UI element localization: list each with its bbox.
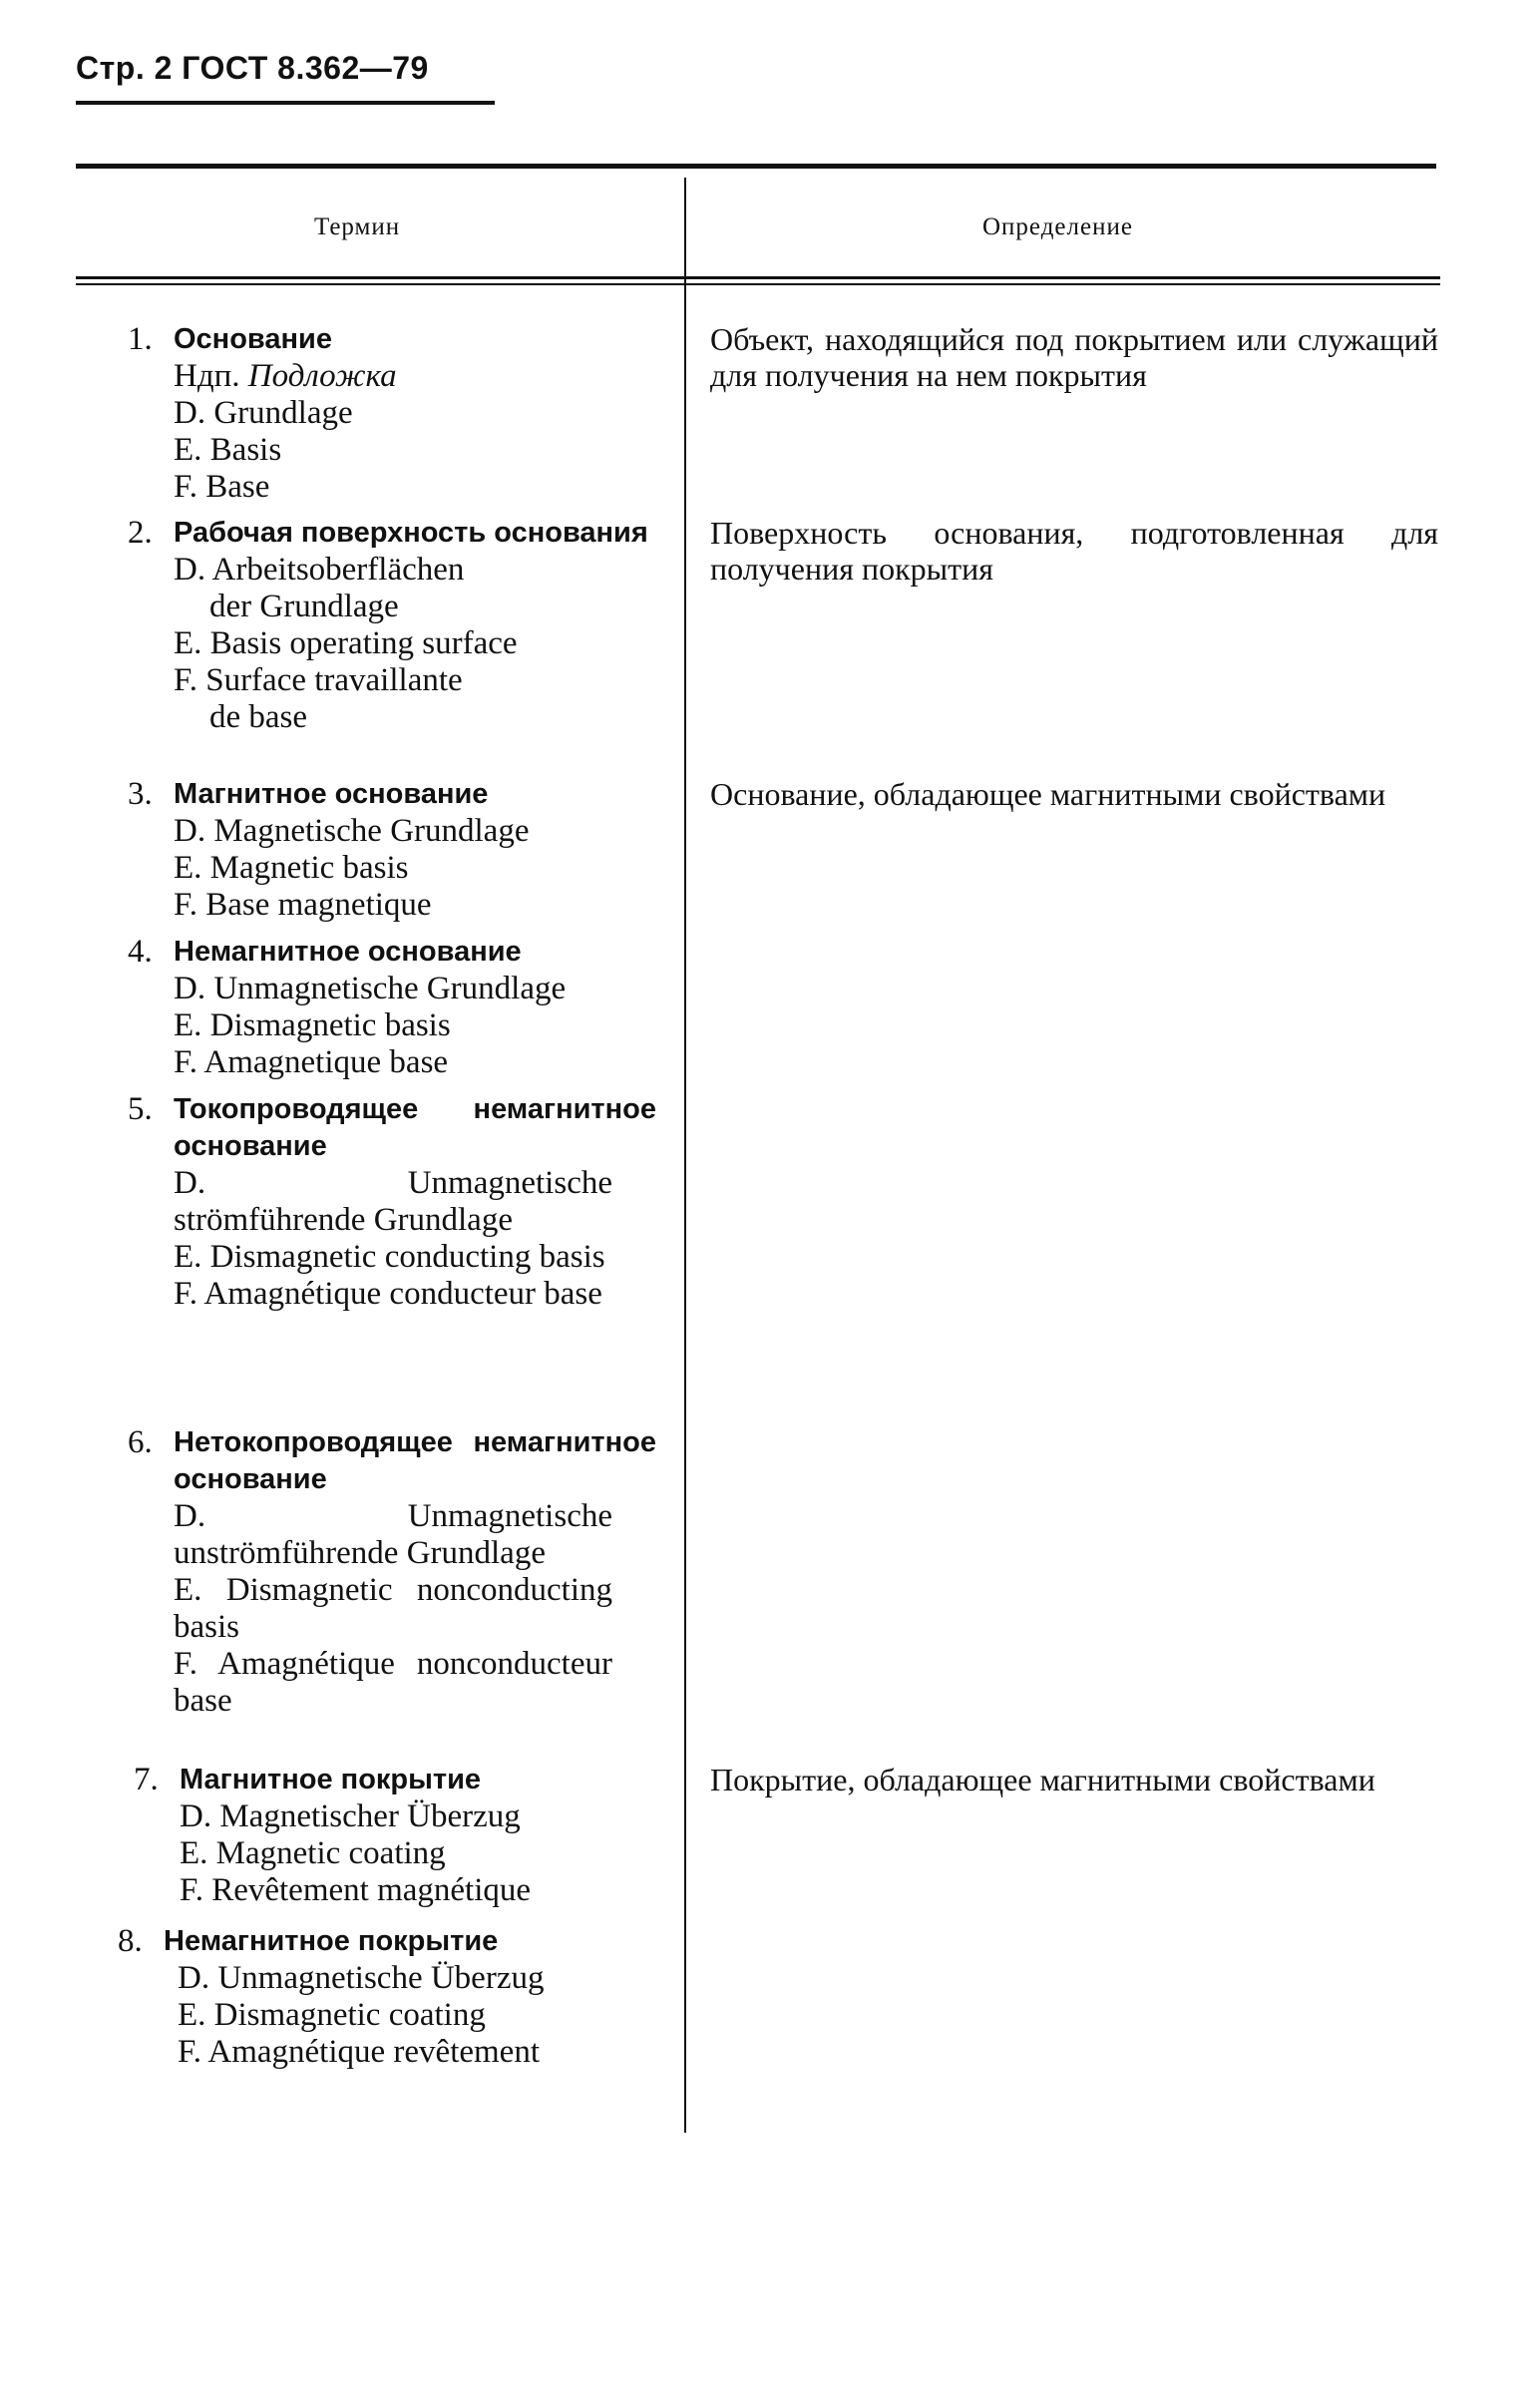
equivalent-french: F. Base [174, 469, 270, 505]
deprecated-term [174, 358, 656, 395]
term-title: Рабочая поверхность основания [174, 517, 648, 549]
equivalent-german: D. Unmagnetische unströmführende Grundlage [174, 1498, 612, 1571]
equivalent-german: D. Grundlage [174, 395, 353, 431]
equivalent-german: D. Unmagnetische Überzug [178, 1960, 545, 1996]
deprecated-value: Подложка [247, 358, 397, 394]
table-top-rule [76, 164, 1436, 169]
column-header-term: Термин [314, 213, 401, 240]
definition-3: Основание, обладающее магнитными свойствами [710, 776, 1386, 812]
equivalent-french: F. Surface travaillante [174, 662, 463, 698]
equivalent-french: F. Amagnetique base [174, 1044, 449, 1080]
header-rule [76, 101, 495, 105]
term-title: Магнитное покрытие [180, 1764, 482, 1795]
term-title: Немагнитное покрытие [164, 1925, 499, 1957]
equivalent-french: F. Base magnetique [174, 887, 432, 923]
term-number: 6. [128, 1424, 153, 1460]
header-double-rule-bottom [76, 283, 1440, 285]
column-header-definition: Определение [982, 213, 1133, 240]
equivalent-english: E. Dismagnetic basis [174, 1007, 451, 1043]
equivalent-english: E. Dismagnetic nonconducting basis [174, 1572, 612, 1645]
equivalent-german: D. Arbeitsoberflächen [174, 552, 465, 588]
term-number: 5. [128, 1091, 153, 1127]
equivalent-french: F. Revêtement magnétique [180, 1872, 532, 1908]
equivalent-german: D. Unmagnetische Grundlage [174, 971, 567, 1006]
term-number: 4. [128, 934, 153, 970]
equivalent-english: E. Magnetic basis [174, 850, 409, 886]
header-double-rule-top [76, 276, 1440, 279]
deprecated-label: Ндп. [174, 358, 240, 394]
term-title: Основание [174, 323, 332, 355]
definition-7: Покрытие, обладающее магнитными свойствами [710, 1762, 1375, 1797]
term-number: 3. [128, 776, 153, 812]
equivalent-english: E. Dismagnetic conducting basis [174, 1239, 605, 1275]
page-header: Стр. 2 ГОСТ 8.362—79 [76, 50, 429, 86]
term-title: Нетокопроводящее немагнитное основание [174, 1426, 656, 1495]
equivalent-german: D. Unmagnetische strömführende Grundlage [174, 1165, 612, 1238]
term-number: 8. [118, 1923, 143, 1959]
definition-2: Поверхность основания, подготовленная для получения покрытия [710, 515, 1438, 587]
column-divider [684, 178, 686, 2133]
term-title: Токопроводящее немагнитное основание [174, 1093, 656, 1162]
equivalent-english: E. Basis operating surface [174, 625, 518, 661]
equivalent-german: D. Magnetischer Überzug [180, 1798, 521, 1834]
term-number: 7. [134, 1762, 159, 1797]
term-title: Немагнитное основание [174, 936, 522, 968]
equivalent-french: F. Amagnétique nonconducteur base [174, 1646, 612, 1719]
term-title: Магнитное основание [174, 778, 489, 810]
equivalent-french: F. Amagnétique revêtement [178, 2034, 540, 2070]
equivalent-german: D. Magnetische Grundlage [174, 813, 530, 849]
definition-1: Объект, находящийся под покрытием или служащий для получения на нем покрытия [710, 321, 1438, 393]
equivalent-english: E. Magnetic coating [180, 1835, 446, 1871]
equivalent-french: F. Amagnétique conducteur base [174, 1276, 602, 1312]
equivalent-german-cont: der Grundlage [209, 589, 399, 624]
equivalent-english: E. Dismagnetic coating [178, 1997, 486, 2033]
equivalent-english: E. Basis [174, 432, 282, 468]
equivalent-french-cont: de base [209, 699, 308, 735]
term-number: 1. [128, 321, 153, 357]
term-number: 2. [128, 515, 153, 551]
